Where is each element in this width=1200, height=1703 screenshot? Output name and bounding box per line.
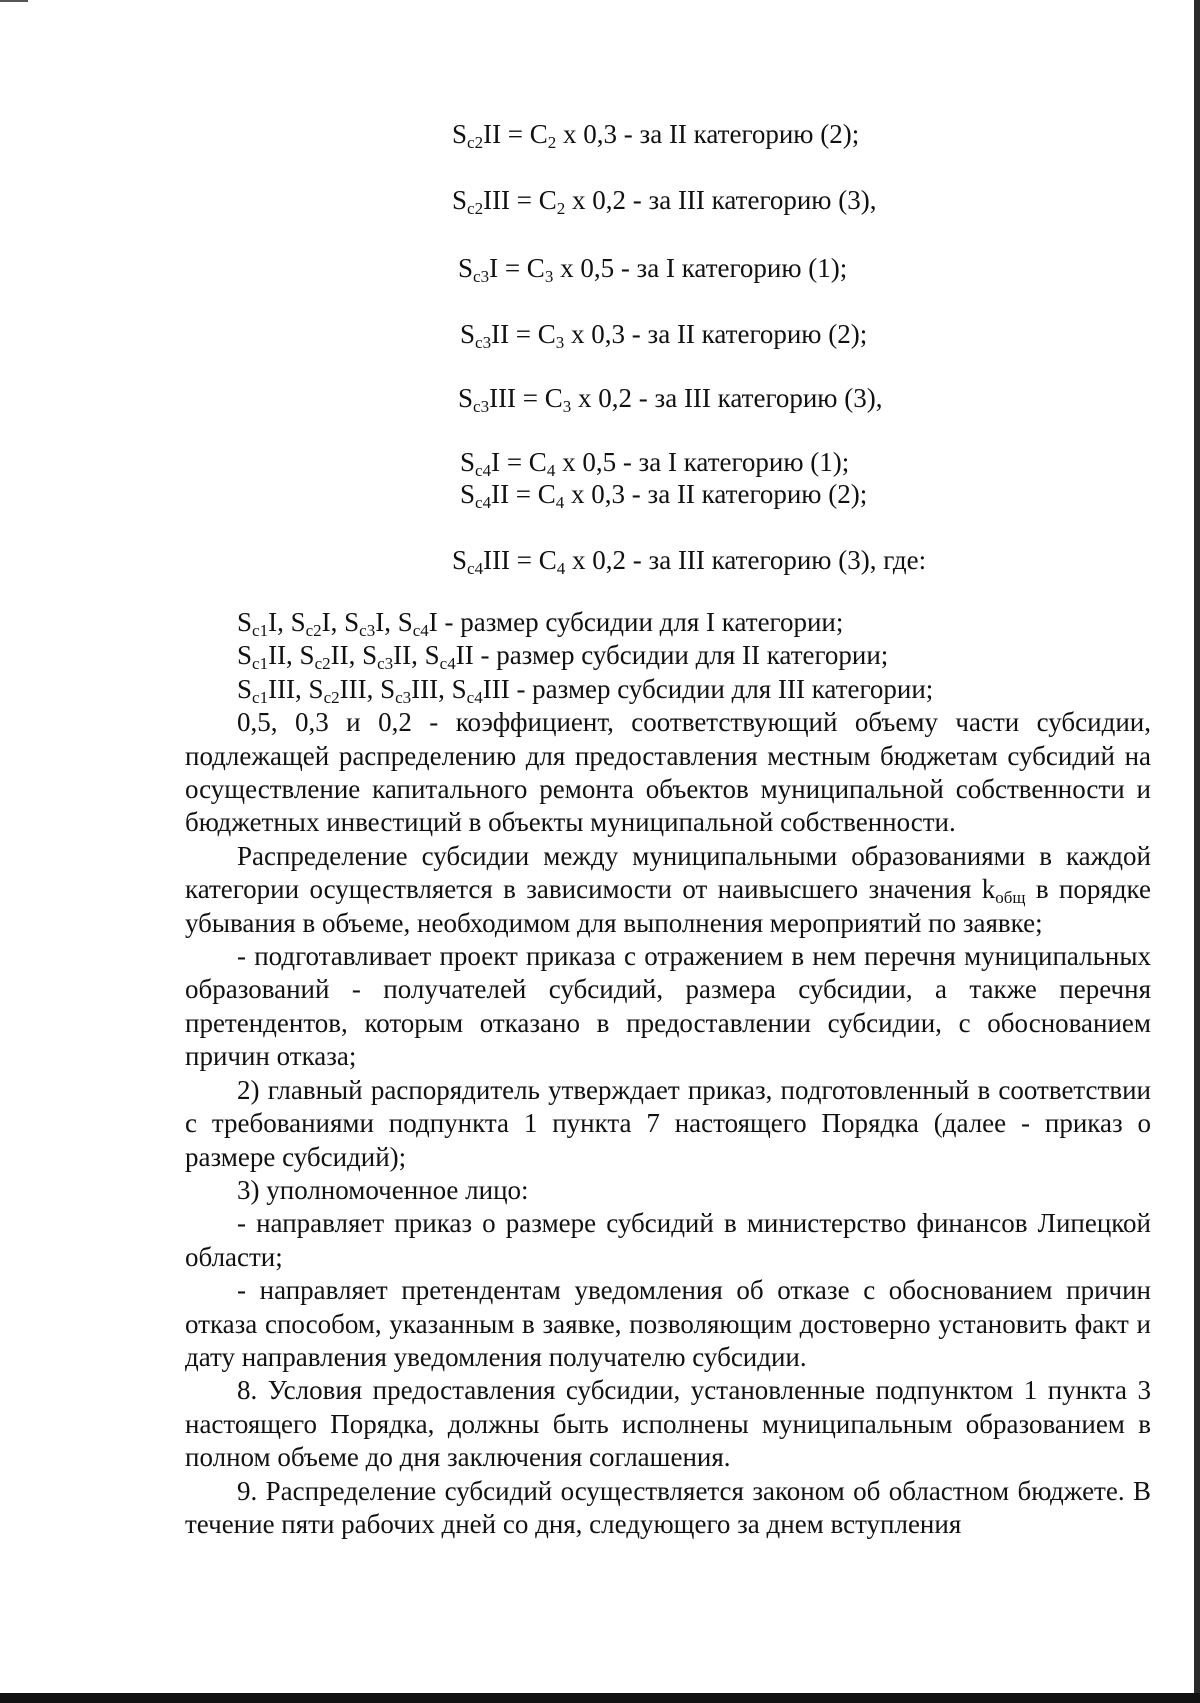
paragraph-coefficient: 0,5, 0,3 и 0,2 - коэффициент, соответствующий объему части субсидии, подлежащей распределению для предоставления местным бюджетам субсидий на осуществление капитального ремонта объектов муниципальной собственности и бюджетных инвестиций в объекты муниципальной собственности. [185,707,1151,838]
scan-edge-bottom [0,1693,1200,1703]
paragraph-distribution: Распределение субсидии между муниципальными образованиями в каждой категории осуществляется в зависимости от наивысшего значения $k_{общ}$ в порядке убывания в объеме, необходимом для выполнения мероприятий по заявке; [185,840,1151,938]
formula-sc4-i: $S_{c4}I = C_4$ x 0,5 - за I категорию (1); [460,447,850,480]
formula-sc3-i: $S_{c3}I = C_3$ x 0,5 - за I категорию (1); [458,253,848,286]
formula-sc2-iii: $S_{c2}III = C_2$ x 0,2 - за III категорию (3), [452,185,877,218]
formula-sc3-iii: $S_{c3}III = C_3$ x 0,2 - за III категорию (3), [458,383,883,416]
formula-sc3-ii: $S_{c3}II = C_3$ x 0,3 - за II категорию (2); [460,319,868,352]
scan-corner-mark [0,0,28,2]
formula-sc4-ii: $S_{c4}II = C_4$ x 0,3 - за II категорию (2); [460,479,868,512]
paragraph-sends-notice: - направляет претендентам уведомления об отказе с обоснованием причин отказа способом, указанным в заявке, позволяющим достоверно установить факт и дату направления уведомления получателю субсидии. [185,1275,1151,1372]
paragraph-item-2: 2) главный распорядитель утверждает приказ, подготовленный в соответствии с требованиями подпункта 1 пункта 7 настоящего Порядка (далее - приказ о размере субсидий); [185,1074,1151,1172]
paragraph-prepares-order: - подготавливает проект приказа с отражением в нем перечня муниципальных образований - получателей субсидий, размера субсидии, а также перечня претендентов, которым отказано в предоставлении субсидии, с обоснованием причин отказа; [185,941,1151,1072]
document-body [185,606,1151,1541]
definition-category-i: $S_{c1}I$, $S_{c2}I$, $S_{c3}I$, $S_{c4}I$ - размер субсидии для I категории; [237,607,844,640]
paragraph-sends-order: - направляет приказ о размере субсидий в министерство финансов Липецкой области; [185,1208,1151,1272]
scan-edge-right [1194,0,1200,1703]
paragraph-item-8: 8. Условия предоставления субсидии, установленные подпунктом 1 пункта 3 настоящего Порядка, должны быть исполнены муниципальным образованием в полном объеме до дня заключения соглашения. [185,1375,1151,1473]
definition-category-ii: $S_{c1}II$, $S_{c2}II$, $S_{c3}II$, $S_{c4}II$ - размер субсидии для II категории; [237,640,889,674]
paragraph-item-3: 3) уполномоченное лицо: [237,1174,529,1205]
formula-sc2-ii: $S_{c2}II = C_2$ x 0,3 - за II категорию (2); [452,119,860,152]
formula-sc4-iii: $S_{c4}III = C_4$ x 0,2 - за III категорию (3), где: [452,545,927,578]
paragraph-item-9: 9. Распределение субсидий осуществляется законом об областном бюджете. В течение пяти рабочих дней со дня, следующего за днем вступления [185,1475,1151,1539]
definition-category-iii: $S_{c1}III$, $S_{c2}III$, $S_{c3}III$, $S_{c4}III$ - размер субсидии для III категории; [237,673,934,707]
